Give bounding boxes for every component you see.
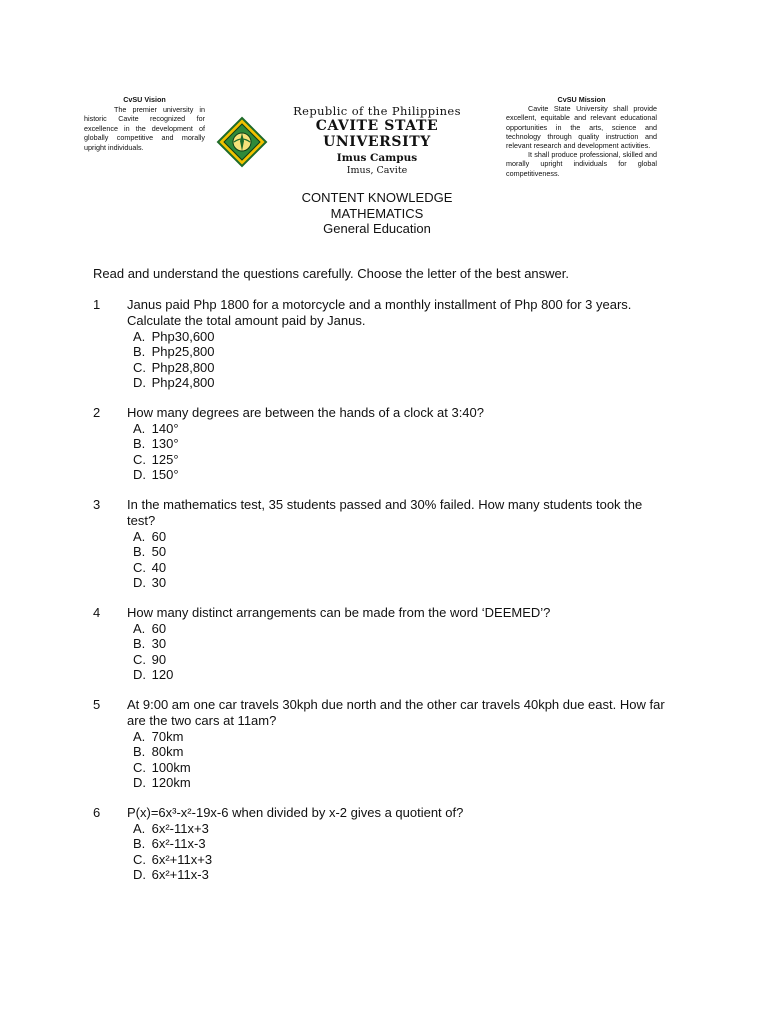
- option-a: [133, 329, 673, 344]
- option-text: 60: [151, 529, 167, 544]
- option-letter: C.: [133, 851, 146, 867]
- option-letter: A.: [133, 329, 146, 344]
- option-letter: B.: [133, 636, 146, 652]
- option-b: [133, 636, 673, 651]
- option-text: 30: [151, 636, 167, 652]
- option-list: [133, 329, 673, 391]
- option-text: 140°: [151, 421, 179, 436]
- mission-block: [506, 95, 657, 178]
- option-list: [133, 729, 673, 791]
- option-c: [133, 852, 673, 867]
- option-d: [133, 867, 673, 882]
- question-number: 2: [93, 405, 101, 420]
- option-c: [133, 560, 673, 575]
- option-letter: C.: [133, 651, 146, 667]
- option-text: 70km: [151, 729, 184, 744]
- option-c: [133, 360, 673, 375]
- option-text: 6x²-11x-3: [151, 836, 206, 852]
- question-number: 1: [93, 297, 101, 312]
- option-text: 60: [151, 621, 167, 636]
- exam-title: [200, 190, 554, 237]
- option-letter: D.: [133, 775, 146, 791]
- cvsu-seal-icon: [216, 116, 268, 168]
- option-c: [133, 452, 673, 467]
- title-line-1: CONTENT KNOWLEDGE: [301, 190, 453, 205]
- option-list: [133, 621, 673, 683]
- option-b: [133, 544, 673, 559]
- question-item: [93, 405, 673, 483]
- question-number: 3: [93, 497, 101, 512]
- option-letter: D.: [133, 667, 146, 683]
- option-c: [133, 652, 673, 667]
- option-text: 130°: [151, 436, 179, 452]
- option-text: 100km: [151, 759, 191, 775]
- option-list: [133, 529, 673, 591]
- option-text: 6x²+11x-3: [151, 867, 209, 883]
- question-text: At 9:00 am one car travels 30kph due north and the other car travels 40kph due east. How far are the two cars at 11am?: [127, 697, 665, 728]
- option-letter: A.: [133, 821, 146, 836]
- option-letter: D.: [133, 467, 146, 483]
- option-text: Php24,800: [151, 375, 215, 391]
- option-letter: D.: [133, 375, 146, 391]
- option-text: 80km: [151, 744, 184, 760]
- option-text: Php28,800: [151, 359, 215, 375]
- option-c: [133, 760, 673, 775]
- vision-text: The premier university in historic Cavite recognized for excellence in the development of globally competitive and morally upright individuals.: [84, 104, 205, 152]
- option-b: [133, 436, 673, 451]
- campus-name: Imus Campus: [336, 152, 418, 164]
- option-b: [133, 744, 673, 759]
- option-a: [133, 621, 673, 636]
- mission-text-2: It shall produce professional, skilled and morally upright individuals for global competitiveness.: [506, 150, 657, 178]
- question-text: In the mathematics test, 35 students passed and 30% failed. How many students took the test?: [127, 497, 643, 528]
- university-header: [270, 104, 484, 177]
- option-b: [133, 836, 673, 851]
- campus-address: Imus, Cavite: [346, 165, 408, 176]
- question-text: P(x)=6x³-x²-19x-6 when divided by x-2 gives a quotient of?: [127, 805, 464, 820]
- question-item: [93, 805, 673, 883]
- republic-line: Republic of the Philippines: [293, 104, 461, 118]
- question-number: 4: [93, 605, 101, 620]
- option-text: 120: [151, 667, 174, 683]
- university-name: CAVITE STATE UNIVERSITY: [315, 118, 439, 150]
- question-text: How many distinct arrangements can be made from the word ‘DEEMED’?: [127, 605, 551, 620]
- option-letter: A.: [133, 729, 146, 744]
- vision-block: [84, 95, 205, 153]
- option-text: 150°: [151, 467, 179, 483]
- question-item: [93, 697, 673, 791]
- option-letter: C.: [133, 359, 146, 375]
- question-item: [93, 297, 673, 391]
- option-a: [133, 729, 673, 744]
- option-letter: C.: [133, 559, 146, 575]
- option-text: 30: [151, 575, 167, 591]
- option-list: [133, 821, 673, 883]
- option-d: [133, 667, 673, 682]
- question-number: 6: [93, 805, 101, 820]
- option-letter: C.: [133, 451, 146, 467]
- option-a: [133, 529, 673, 544]
- option-letter: B.: [133, 836, 146, 852]
- option-letter: A.: [133, 529, 146, 544]
- option-b: [133, 344, 673, 359]
- question-item: [93, 605, 673, 683]
- option-text: Php30,600: [151, 329, 215, 344]
- option-letter: B.: [133, 744, 146, 760]
- question-text: Janus paid Php 1800 for a motorcycle and a monthly installment of Php 800 for 3 years. Calculate the total amount paid by Janus.: [127, 297, 632, 328]
- option-letter: A.: [133, 421, 146, 436]
- option-d: [133, 467, 673, 482]
- title-line-3: General Education: [323, 221, 431, 236]
- option-a: [133, 821, 673, 836]
- option-text: 6x²+11x+3: [151, 851, 213, 867]
- option-d: [133, 575, 673, 590]
- option-letter: A.: [133, 621, 146, 636]
- option-letter: B.: [133, 436, 146, 452]
- option-text: 90: [151, 651, 167, 667]
- title-line-2: MATHEMATICS: [330, 205, 424, 221]
- option-a: [133, 421, 673, 436]
- option-list: [133, 421, 673, 483]
- option-text: 6x²-11x+3: [151, 821, 209, 836]
- option-text: 50: [151, 544, 167, 560]
- mission-text-1: Cavite State University shall provide excellent, equitable and relevant educational opportunities in the arts, science and technology through quality instruction and relevant research and development activities.: [506, 104, 657, 151]
- question-number: 5: [93, 697, 101, 712]
- option-letter: B.: [133, 544, 146, 560]
- option-text: Php25,800: [151, 344, 215, 360]
- option-letter: D.: [133, 867, 146, 883]
- option-d: [133, 775, 673, 790]
- option-d: [133, 375, 673, 390]
- option-text: 40: [151, 559, 167, 575]
- option-text: 125°: [151, 451, 179, 467]
- option-letter: D.: [133, 575, 146, 591]
- question-item: [93, 497, 673, 591]
- mission-title: CvSU Mission: [557, 95, 606, 104]
- option-letter: B.: [133, 344, 146, 360]
- option-text: 120km: [151, 775, 191, 791]
- vision-title: CvSU Vision: [123, 95, 166, 104]
- instructions: Read and understand the questions carefully. Choose the letter of the best answer.: [93, 266, 570, 281]
- option-letter: C.: [133, 759, 146, 775]
- question-text: How many degrees are between the hands of a clock at 3:40?: [127, 405, 484, 420]
